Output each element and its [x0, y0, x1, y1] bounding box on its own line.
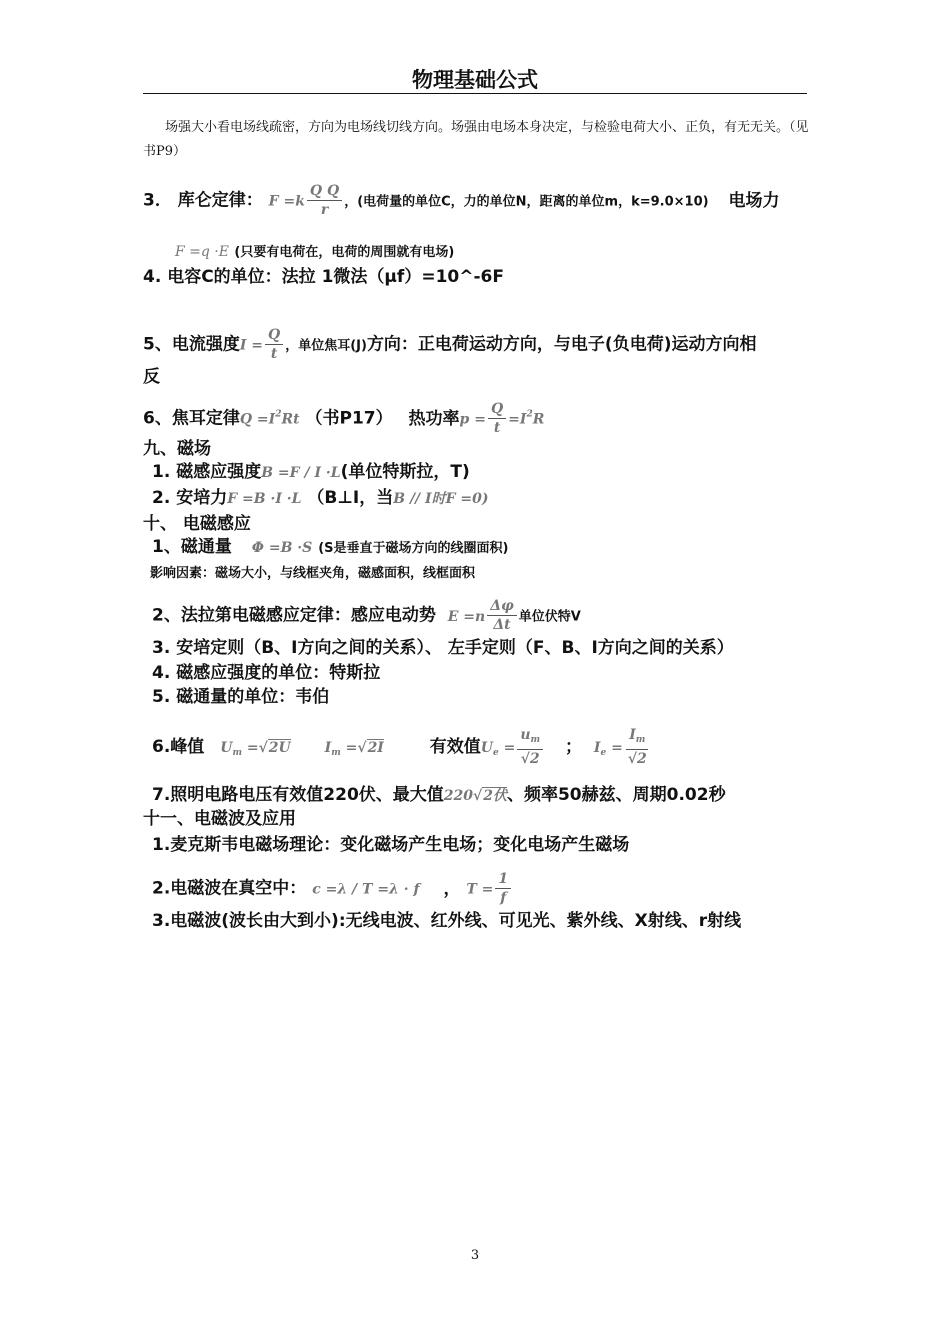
joule-ref: （书P17）	[305, 408, 393, 429]
peak-voltage-rhs: 2U	[268, 740, 291, 756]
current-formula-lhs: I =	[239, 337, 263, 354]
heat-power-lhs: p =	[459, 411, 486, 428]
faraday-denominator: Δt	[493, 617, 511, 633]
heat-power-square: 2	[526, 409, 533, 420]
capacitor-line: 4. 电容C的单位：法拉 1微法（μf）=10^-6F	[143, 267, 504, 287]
flux-formula: Φ =B ·S	[251, 540, 313, 556]
flux-label: 1、磁通量	[152, 537, 232, 557]
coulomb-fraction	[307, 182, 342, 219]
maxwell-line: 1.麦克斯韦电磁场理论：变化磁场产生电场；变化电场产生磁场	[152, 835, 630, 855]
coulomb-note: ，(电荷量的单位C，力的单位N，距离的单位m，k=9.0×10)	[344, 194, 709, 210]
em-wave-period-numerator: 1	[495, 870, 511, 889]
heat-power-label: 热功率	[408, 408, 460, 429]
ampere-force-condition-parallel: B // I	[393, 491, 432, 507]
coulomb-numerator: Q Q	[307, 182, 342, 201]
joule-formula-tail: Rt	[281, 411, 300, 428]
peak-line	[152, 726, 652, 768]
magnetic-induction-line	[152, 461, 470, 484]
joule-square: 2	[275, 409, 282, 420]
em-wave-vacuum-line	[152, 870, 513, 907]
electric-force-label: 电场力	[728, 190, 780, 211]
section-9-title: 九、磁场	[143, 439, 211, 459]
effective-label: 有效值	[429, 737, 481, 757]
em-wave-period-fraction	[495, 870, 511, 907]
lighting-max-unit: 2伏	[483, 788, 507, 804]
ampere-force-label: 2. 安培力	[152, 488, 228, 508]
em-wave-vacuum-label: 2.电磁波在真空中：	[152, 878, 307, 899]
peak-label: 6.峰值	[152, 737, 205, 757]
effective-voltage-denominator: √2	[520, 751, 540, 767]
ampere-force-formula: F =B ·I ·L	[227, 491, 302, 507]
lighting-max-value: 220	[443, 788, 474, 804]
joule-line	[143, 400, 544, 437]
lighting-circuit-line	[152, 784, 726, 807]
peak-current-symbol: I	[324, 740, 332, 756]
faraday-fraction	[487, 597, 517, 634]
coulomb-line	[143, 182, 780, 219]
page-title: 物理基础公式	[412, 68, 538, 92]
coulomb-denominator: r	[320, 202, 329, 218]
effective-current-symbol: I	[593, 740, 601, 756]
flux-line	[152, 536, 508, 560]
current-label: 5、电流强度	[143, 334, 240, 355]
coulomb-formula-lhs: F =k	[268, 193, 305, 210]
magnetic-induction-note: (单位特斯拉，T)	[340, 462, 470, 482]
peak-voltage: $U_m =√2U$	[220, 740, 291, 758]
electric-force-line	[175, 240, 454, 264]
heat-power-tail: R	[532, 411, 545, 428]
page-number: 3	[470, 1248, 480, 1263]
faraday-label: 2、法拉第电磁感应定律：感应电动势	[152, 605, 436, 626]
joule-label: 6、焦耳定律	[143, 408, 240, 429]
heat-power-denominator: t	[493, 420, 501, 436]
lighting-max-sqrt: √	[473, 788, 483, 804]
faraday-unit: 单位伏特V	[518, 609, 581, 625]
ampere-rule-line: 3. 安培定则（B、I方向之间的关系）、 左手定则（F、B、I方向之间的关系）	[152, 638, 734, 658]
heat-power-rhs: =I	[508, 411, 527, 428]
effective-current-fraction	[625, 726, 650, 768]
flux-note: (S是垂直于磁场方向的线圈面积)	[318, 541, 509, 556]
ampere-force-line	[152, 487, 489, 510]
current-continuation: 反	[143, 367, 160, 387]
section-10-title: 十、 电磁感应	[143, 514, 251, 534]
current-numerator: Q	[265, 326, 283, 345]
effective-voltage-numerator: $u_m$	[517, 726, 543, 750]
em-wave-period-lhs: T =	[466, 881, 494, 898]
em-wave-separator: ，	[443, 878, 461, 899]
magnetic-induction-formula: B =F / I ·L	[261, 465, 341, 481]
faraday-numerator: Δφ	[487, 597, 517, 616]
current-line	[143, 326, 756, 363]
peak-current-rhs: 2I	[367, 740, 384, 756]
heat-power-numerator: Q	[488, 400, 506, 419]
current-fraction	[265, 326, 283, 363]
em-wave-speed-formula: c =λ / T =λ · f	[312, 881, 420, 898]
current-denominator: t	[270, 346, 278, 362]
faraday-line	[152, 597, 581, 634]
effective-separator: ；	[564, 737, 582, 757]
peak-current: $I_m =√2I$	[324, 740, 384, 758]
effective-voltage: $U_e$ =	[480, 740, 516, 758]
peak-voltage-symbol: U	[220, 740, 233, 756]
em-spectrum-line: 3.电磁波(波长由大到小):无线电波、红外线、可见光、紫外线、X射线、r射线	[152, 911, 742, 931]
flux-unit-line: 5. 磁通量的单位：韦伯	[152, 687, 330, 707]
effective-current: $I_e$ =	[593, 740, 623, 758]
electric-force-formula: F =q ·E	[175, 244, 229, 260]
coulomb-label: 3． 库仑定律：	[143, 190, 263, 211]
magnetic-unit-line: 4. 磁感应强度的单位：特斯拉	[152, 663, 381, 683]
effective-current-numerator: $I_m$	[626, 726, 648, 750]
ampere-force-condition-zero: 时F =0)	[431, 491, 489, 507]
intro-paragraph: 场强大小看电场线疏密，方向为电场线切线方向。场强由电场本身决定，与检验电荷大小、正负，有无无关。（见书P9）	[143, 120, 809, 159]
heat-power-fraction	[488, 400, 506, 437]
faraday-lhs: E =n	[447, 608, 486, 625]
header-rule	[143, 93, 807, 94]
lighting-text-a: 7.照明电路电压有效值220伏、最大值	[152, 785, 444, 805]
lighting-text-b: 、频率50赫兹、周期0.02秒	[506, 785, 726, 805]
current-direction: 方向：正电荷运动方向，与电子(负电荷)运动方向相	[366, 334, 757, 355]
effective-current-denominator: √2	[627, 751, 647, 767]
em-wave-period-denominator: f	[500, 890, 507, 906]
current-unit-note: ，单位焦耳(J)	[285, 338, 367, 354]
joule-formula: Q =I	[239, 411, 276, 428]
ampere-force-condition: （B⊥I，当	[307, 488, 394, 508]
section-11-title: 十一、电磁波及应用	[143, 809, 296, 829]
effective-voltage-fraction	[517, 726, 543, 768]
magnetic-induction-label: 1. 磁感应强度	[152, 462, 262, 482]
effective-voltage-symbol: U	[480, 740, 493, 756]
electric-force-note: (只要有电荷在，电荷的周围就有电场)	[234, 245, 455, 260]
effective-current-numerator-text: I	[629, 727, 636, 743]
flux-factors: 影响因素：磁场大小，与线框夹角，磁感面积，线框面积	[150, 566, 476, 581]
effective-voltage-numerator-text: u	[520, 727, 531, 743]
